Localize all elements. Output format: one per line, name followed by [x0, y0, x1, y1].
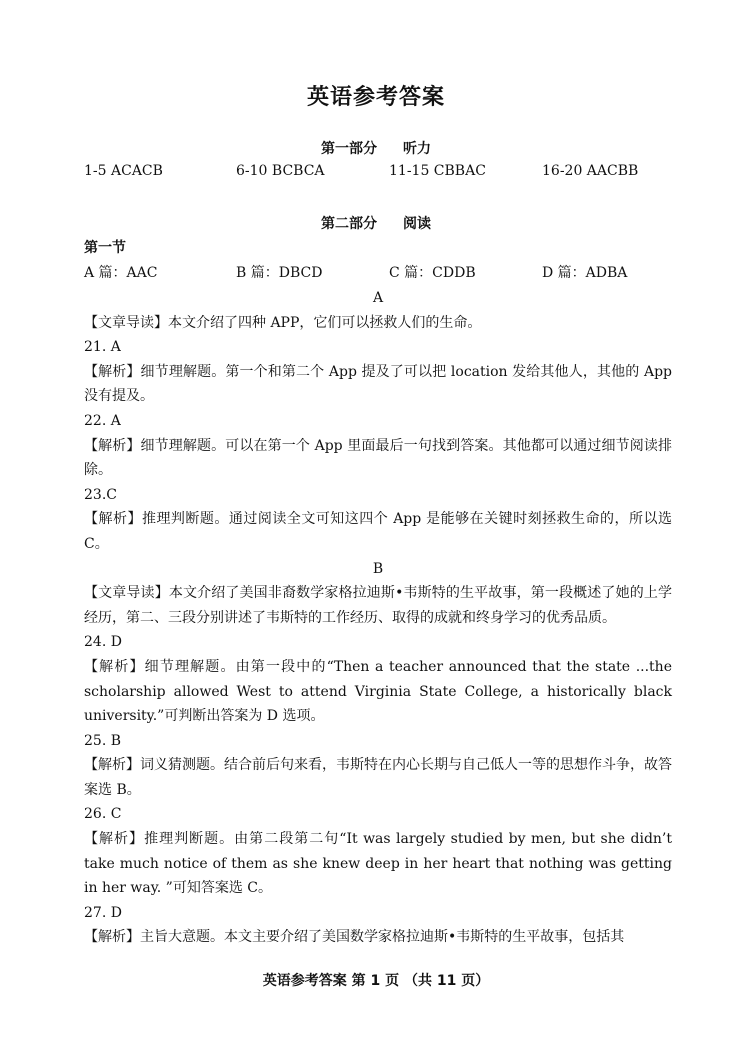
part2-heading-label: 第二部分: [321, 216, 377, 232]
passage-c-answers: C 篇：CDDB: [389, 265, 476, 281]
passage-a-label: A: [372, 290, 384, 306]
listening-answer-6-10: 6-10 BCBCA: [236, 163, 325, 179]
page-footer: 英语参考答案 第 1 页 （共 11 页）: [262, 973, 490, 989]
listening-answer-11-15: 11-15 CBBAC: [389, 163, 486, 179]
question-21-answer: 21. A: [84, 339, 121, 356]
question-26-explanation: 【解析】推理判断题。由第二段第二句“It was largely studied by men, but she didn’t take much notice of them as she knew deep in her heart that nothing was getting in her way. ”可知答案选 C。: [84, 831, 672, 897]
passage-b-answers: B 篇：DBCD: [236, 265, 323, 281]
question-25-answer: 25. B: [84, 732, 122, 749]
question-23-explanation: 【解析】推理判断题。通过阅读全文可知这四个 App 是能够在关键时刻拯救生命的，所以选 C。: [84, 511, 672, 552]
reading-answers-row: [84, 262, 674, 284]
question-24-answer: 24. D: [84, 634, 122, 651]
page-title: 英语参考答案: [306, 85, 445, 110]
question-27-answer: 27. D: [84, 904, 122, 921]
passage-b-label: B: [372, 560, 384, 577]
listening-answer-16-20: 16-20 AACBB: [542, 163, 639, 179]
passage-b-intro: 【文章导读】本文介绍了美国非裔数学家格拉迪斯•韦斯特的生平故事，第一段概述了她的上学经历，第二、三段分别讲述了韦斯特的工作经历、取得的成就和终身学习的优秀品质。: [84, 585, 672, 626]
part2-subject: 阅读: [403, 216, 431, 232]
listening-answers-row: [84, 163, 674, 185]
part1-heading-label: 第一部分: [321, 141, 377, 157]
passage-a-answers: A 篇：AAC: [84, 265, 158, 281]
question-22-explanation: 【解析】细节理解题。可以在第一个 App 里面最后一句找到答案。其他都可以通过细节阅读排除。: [84, 437, 672, 479]
part1-heading: [0, 138, 752, 158]
question-26-answer: 26. C: [84, 806, 122, 823]
question-24-explanation: 【解析】细节理解题。由第一段中的“Then a teacher announced that the state ...the scholarship allowed West to attend Virginia State College, a historically black university.”可判断出答案为 D 选项。: [84, 658, 672, 725]
question-27-explanation: 【解析】主旨大意题。本文主要介绍了美国数学家格拉迪斯•韦斯特的生平故事，包括其: [84, 929, 625, 946]
part1-subject: 听力: [403, 141, 431, 157]
listening-answer-1-5: 1-5 ACACB: [84, 163, 163, 179]
question-23-answer: 23.C: [84, 486, 117, 503]
question-22-answer: 22. A: [84, 412, 121, 429]
reading-explanations: [84, 286, 672, 950]
passage-a-intro: 【文章导读】本文介绍了四种 APP，它们可以拯救人们的生命。: [84, 314, 482, 331]
passage-d-answers: D 篇：ADBA: [542, 265, 628, 281]
part2-heading: [0, 213, 752, 233]
question-21-explanation: 【解析】细节理解题。第一个和第二个 App 提及了可以把 location 发给其他人，其他的 App 没有提及。: [84, 363, 672, 405]
question-25-explanation: 【解析】词义猜测题。结合前后句来看，韦斯特在内心长期与自己低人一等的思想作斗争，故答案选 B。: [84, 757, 672, 798]
section1-heading: 第一节: [84, 240, 126, 256]
